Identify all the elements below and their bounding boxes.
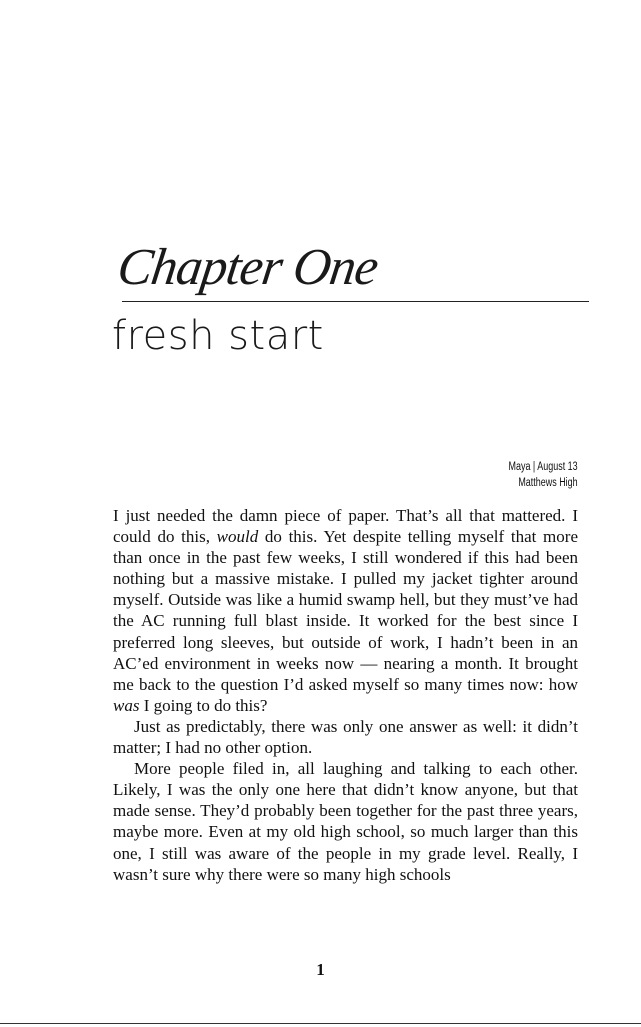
page-bottom-rule: [0, 1023, 641, 1024]
paragraph-1-text-b: do this. Yet despite telling myself that more than once in the past few weeks, I still wondered if this had been nothing but a massive mistake. I pulled my jacket tighter around myself. Outside was like a humid swamp hell, but they must’ve had the AC running full blast inside. It worked for the best since I preferred long sleeves, but outside of work, I hadn’t been in an AC’ed environment in weeks now — nearing a month. It brought me back to the question I’d asked myself so many times now: how: [113, 527, 578, 694]
paragraph-2: Just as predictably, there was only one answer as well: it didn’t matter; I had no other option.: [113, 716, 578, 758]
chapter-body: [113, 505, 578, 885]
paragraph-3: More people filed in, all laughing and talking to each other. Likely, I was the only one here that didn’t know anyone, but that made sense. They’d probably been together for the past three years, maybe more. Even at my old high school, so much larger than this one, I still was aware of the people in my grade level. Really, I wasn’t sure why there were so many high schools: [113, 759, 578, 884]
chapter-divider: [122, 301, 589, 302]
scene-narrator-date: Maya | August 13: [508, 461, 578, 473]
paragraph-1-text-a: I just needed the damn piece of paper. That’s all that mattered. I could do this,: [113, 506, 578, 547]
chapter-title: fresh start: [112, 313, 324, 359]
chapter-label: Chapter One: [114, 239, 382, 296]
scene-header: [509, 459, 578, 491]
page-number: 1: [316, 960, 325, 979]
scene-location: Matthews High: [518, 477, 578, 489]
paragraph-1: [113, 505, 578, 716]
paragraph-1-text-c: I going to do this?: [139, 695, 268, 715]
paragraph-1-emphasis-would: would: [216, 527, 259, 547]
paragraph-1-emphasis-was: was: [113, 695, 140, 715]
